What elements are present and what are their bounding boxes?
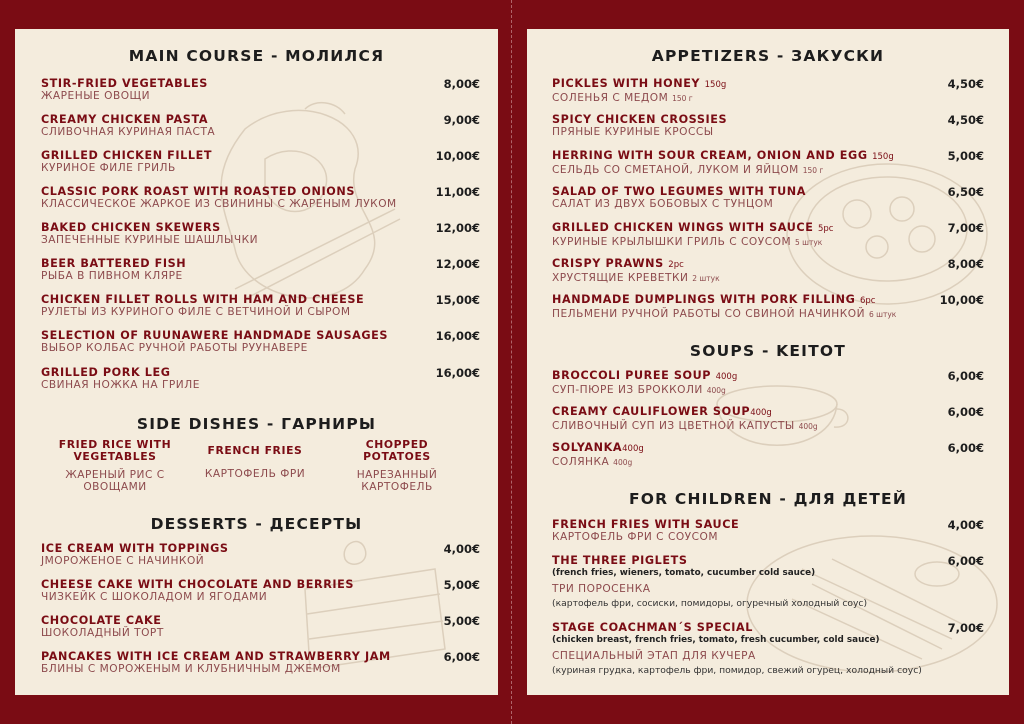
menu-item bbox=[552, 441, 984, 469]
item-name-en bbox=[552, 149, 984, 164]
item-price: 16,00€ bbox=[435, 329, 480, 343]
item-name-ru: СПЕЦИАЛЬНЫЙ ЭТАП ДЛЯ КУЧЕРА bbox=[552, 650, 756, 662]
item-quantity-ru: 400g bbox=[613, 458, 633, 467]
item-description-en: (french fries, wieners, tomato, cucumber cold sauce) bbox=[552, 568, 816, 578]
item-name-ru-text: СЕЛЬДЬ СО СМЕТАНОЙ, ЛУКОМ И ЯЙЦОМ bbox=[552, 164, 799, 176]
item-price: 15,00€ bbox=[435, 293, 480, 307]
desserts-title: DESSERTS - ДЕСЕРТЫ bbox=[150, 515, 363, 533]
item-name-ru: ТРИ ПОРОСЕНКА bbox=[552, 583, 651, 595]
item-quantity-ru: 400g bbox=[798, 422, 818, 431]
item-price: 4,50€ bbox=[947, 113, 984, 127]
side-dish-item bbox=[327, 439, 467, 493]
side-dish-name-en: FRIED RICE WITH VEGETABLES bbox=[58, 438, 172, 463]
item-name-en bbox=[552, 293, 984, 308]
item-name-ru-text: СУП-ПЮРЕ ИЗ БРОККОЛИ bbox=[552, 384, 703, 396]
item-name-en-text: CREAMY CAULIFLOWER SOUP bbox=[552, 405, 751, 418]
item-name-en: THE THREE PIGLETS bbox=[552, 554, 688, 567]
item-name-ru bbox=[552, 236, 984, 249]
item-name-ru: ЧИЗКЕЙК С ШОКОЛАДОМ И ЯГОДАМИ bbox=[41, 591, 268, 603]
item-name-ru-text: ХРУСТЯЩИЕ КРЕВЕТКИ bbox=[552, 272, 689, 284]
item-price: 6,00€ bbox=[947, 441, 984, 455]
item-name-ru: РУЛЕТЫ ИЗ КУРИНОГО ФИЛЕ С ВЕТЧИНОЙ И СЫРОМ bbox=[41, 306, 351, 318]
item-quantity-en: 400g bbox=[715, 372, 738, 382]
item-name-en: STAGE COACHMAN´S SPECIAL bbox=[552, 621, 754, 634]
item-description-ru: (куриная грудка, картофель фри, помидор, свежий огурец, холодный соус) bbox=[552, 665, 922, 676]
side-dish-name-en: FRENCH FRIES bbox=[207, 444, 303, 457]
item-name-en-text: BROCCOLI PUREE SOUP bbox=[552, 369, 712, 382]
item-name-en: SALAD OF TWO LEGUMES WITH TUNA bbox=[552, 185, 807, 198]
item-name-ru bbox=[552, 420, 984, 433]
menu-item bbox=[41, 542, 480, 568]
item-price: 6,00€ bbox=[443, 650, 480, 664]
item-name-en: CHOCOLATE CAKE bbox=[41, 614, 162, 627]
side-dish-name-ru: ЖАРЕНЫЙ РИС С ОВОЩАМИ bbox=[65, 469, 165, 493]
soups-title: SOUPS - KEITOT bbox=[689, 342, 847, 360]
item-price: 12,00€ bbox=[435, 221, 480, 235]
item-name-en: GRILLED CHICKEN FILLET bbox=[41, 149, 213, 162]
item-name-ru bbox=[552, 272, 984, 285]
item-quantity-ru: 2 штук bbox=[692, 274, 720, 283]
item-name-ru: ПРЯНЫЕ КУРИНЫЕ КРОССЫ bbox=[552, 126, 714, 138]
item-quantity-ru: 150 г bbox=[672, 94, 693, 103]
item-quantity-en: 2pc bbox=[668, 260, 684, 270]
item-price: 4,50€ bbox=[947, 77, 984, 91]
item-price: 5,00€ bbox=[443, 578, 480, 592]
item-quantity-en: 6pc bbox=[859, 296, 876, 306]
item-name-ru: ШОКОЛАДНЫЙ ТОРТ bbox=[41, 627, 164, 639]
item-price: 11,00€ bbox=[435, 185, 480, 199]
item-name-en: GRILLED PORK LEG bbox=[41, 366, 171, 379]
item-price: 4,00€ bbox=[947, 518, 984, 532]
side-dish-item bbox=[45, 439, 185, 493]
menu-item bbox=[41, 149, 480, 175]
item-name-en-text: CRISPY PRAWNS bbox=[552, 257, 664, 270]
side-dish-name-en: CHOPPED POTATOES bbox=[363, 438, 431, 463]
item-description-ru: (картофель фри, сосиски, помидоры, огуречный холодный соус) bbox=[552, 598, 868, 609]
item-name-ru: JМОРОЖЕНОЕ С НАЧИНКОЙ bbox=[41, 555, 205, 567]
item-quantity-ru: 6 штук bbox=[868, 310, 897, 319]
item-name-ru: КАРТОФЕЛЬ ФРИ С СОУСОМ bbox=[552, 531, 719, 543]
right-menu-page bbox=[527, 29, 1009, 695]
menu-item bbox=[552, 369, 984, 397]
item-name-ru-text: СОЛЯНКА bbox=[552, 456, 610, 468]
left-menu-page bbox=[15, 29, 498, 695]
item-name-en bbox=[552, 257, 984, 272]
item-name-en-text: GRILLED CHICKEN WINGS WITH SAUCE bbox=[552, 221, 814, 234]
menu-item bbox=[552, 221, 984, 249]
item-price: 9,00€ bbox=[443, 113, 480, 127]
item-price: 4,00€ bbox=[443, 542, 480, 556]
item-quantity-en: 5pc bbox=[817, 224, 834, 234]
page-fold bbox=[511, 0, 512, 724]
item-name-ru: КУРИНОЕ ФИЛЕ ГРИЛЬ bbox=[41, 162, 176, 174]
item-name-en: SELECTION OF RUUNAWERE HANDMADE SAUSAGES bbox=[41, 329, 389, 342]
item-name-ru bbox=[552, 384, 984, 397]
item-name-en: BEER BATTERED FISH bbox=[41, 257, 187, 270]
item-name-en: BAKED CHICKEN SKEWERS bbox=[41, 221, 221, 234]
item-quantity-ru: 400g bbox=[706, 386, 726, 395]
side-dish-name-ru: НАРЕЗАННЫЙ КАРТОФЕЛЬ bbox=[356, 469, 438, 493]
menu-item bbox=[41, 77, 480, 103]
item-name-ru bbox=[552, 164, 984, 177]
item-name-ru bbox=[552, 92, 984, 105]
item-price: 6,00€ bbox=[947, 554, 984, 568]
item-name-ru: САЛАТ ИЗ ДВУХ БОБОВЫХ С ТУНЦОМ bbox=[552, 198, 774, 210]
item-name-ru bbox=[552, 456, 984, 469]
item-price: 8,00€ bbox=[443, 77, 480, 91]
item-name-en: PANCAKES WITH ICE CREAM AND STRAWBERRY JAM bbox=[41, 650, 391, 663]
item-name-en bbox=[552, 405, 984, 420]
item-price: 8,00€ bbox=[947, 257, 984, 271]
item-name-en-text: HANDMADE DUMPLINGS WITH PORK FILLING bbox=[552, 293, 856, 306]
item-price: 6,00€ bbox=[947, 369, 984, 383]
item-price: 16,00€ bbox=[435, 366, 480, 380]
item-price: 10,00€ bbox=[939, 293, 984, 307]
item-name-en: CHICKEN FILLET ROLLS WITH HAM AND CHEESE bbox=[41, 293, 365, 306]
menu-item bbox=[552, 77, 984, 105]
menu-item bbox=[41, 113, 480, 139]
menu-item bbox=[552, 257, 984, 285]
side-dishes-title: SIDE DISHES - ГАРНИРЫ bbox=[136, 415, 377, 433]
children-title: FOR CHILDREN - ДЛЯ ДЕТЕЙ bbox=[628, 490, 907, 508]
item-name-ru bbox=[552, 308, 984, 321]
menu-item bbox=[552, 185, 984, 211]
menu-item bbox=[552, 293, 984, 321]
item-price: 12,00€ bbox=[435, 257, 480, 271]
menu-item bbox=[41, 578, 480, 604]
item-quantity-ru: 5 штук bbox=[794, 238, 823, 247]
item-name-en-text: SOLYANKA bbox=[552, 441, 623, 454]
item-name-en: SPICY CHICKEN CROSSIES bbox=[552, 113, 728, 126]
item-name-en bbox=[552, 441, 984, 456]
item-name-en: CHEESE CAKE WITH CHOCOLATE AND BERRIES bbox=[41, 578, 355, 591]
item-quantity-en: 150g bbox=[704, 80, 727, 90]
item-name-en bbox=[552, 221, 984, 236]
item-price: 6,00€ bbox=[947, 405, 984, 419]
item-name-en: FRENCH FRIES WITH SAUCE bbox=[552, 518, 740, 531]
item-price: 10,00€ bbox=[435, 149, 480, 163]
item-name-ru: СЛИВОЧНАЯ КУРИНАЯ ПАСТА bbox=[41, 126, 216, 138]
item-name-en bbox=[552, 77, 984, 92]
item-name-ru: ЗАПЕЧЕННЫЕ КУРИНЫЕ ШАШЛЫЧКИ bbox=[41, 234, 259, 246]
item-name-ru-text: КУРИНЫЕ КРЫЛЫШКИ ГРИЛЬ С СОУСОМ bbox=[552, 236, 792, 248]
item-price: 7,00€ bbox=[947, 621, 984, 635]
item-price: 5,00€ bbox=[947, 149, 984, 163]
menu-item bbox=[552, 405, 984, 433]
item-name-ru: БЛИНЫ С МОРОЖЕНЫМ И КЛУБНИЧНЫМ ДЖЕМОМ bbox=[41, 663, 341, 675]
item-quantity-en: 150g bbox=[872, 152, 894, 162]
item-name-en: CLASSIC PORK ROAST WITH ROASTED ONIONS bbox=[41, 185, 355, 198]
item-name-ru: СВИНАЯ НОЖКА НА ГРИЛЕ bbox=[41, 379, 200, 391]
item-name-en bbox=[552, 369, 984, 384]
menu-item bbox=[41, 257, 480, 283]
item-quantity-en: 400g bbox=[750, 408, 772, 418]
menu-item bbox=[41, 614, 480, 640]
item-name-ru: ВЫБОР КОЛБАС РУЧНОЙ РАБОТЫ РУУНАВЕРЕ bbox=[41, 342, 308, 354]
item-price: 7,00€ bbox=[947, 221, 984, 235]
item-name-ru: РЫБА В ПИВНОМ КЛЯРЕ bbox=[41, 270, 183, 282]
item-name-en-text: PICKLES WITH HONEY bbox=[552, 77, 701, 90]
item-name-en-text: HERRING WITH SOUR CREAM, ONION AND EGG bbox=[552, 149, 868, 162]
appetizers-title: APPETIZERS - ЗАКУСКИ bbox=[651, 47, 885, 65]
menu-item bbox=[552, 554, 984, 610]
item-name-ru: КЛАССИЧЕСКОЕ ЖАРКОЕ ИЗ СВИНИНЫ С ЖАРЕНЫМ ЛУКОМ bbox=[41, 198, 397, 210]
item-description-en: (chicken breast, french fries, tomato, fresh cucumber, cold sauce) bbox=[552, 635, 880, 645]
side-dish-name-ru: КАРТОФЕЛЬ ФРИ bbox=[204, 468, 306, 480]
item-name-ru-text: СЛИВОЧНЫЙ СУП ИЗ ЦВЕТНОЙ КАПУСТЫ bbox=[552, 420, 795, 432]
item-quantity-ru: 150 г bbox=[802, 166, 824, 175]
menu-item bbox=[552, 518, 984, 544]
menu-item bbox=[41, 221, 480, 247]
menu-item bbox=[41, 329, 480, 355]
item-price: 5,00€ bbox=[443, 614, 480, 628]
item-name-ru: ЖАРЕНЫЕ ОВОЩИ bbox=[41, 90, 151, 102]
side-dish-item bbox=[185, 445, 325, 480]
menu-item bbox=[41, 366, 480, 392]
menu-item bbox=[552, 149, 984, 177]
menu-item bbox=[41, 293, 480, 319]
item-price: 6,50€ bbox=[947, 185, 984, 199]
menu-item bbox=[41, 650, 480, 676]
item-name-ru-text: СОЛЕНЬЯ С МЕДОМ bbox=[552, 92, 669, 104]
main-course-title: MAIN COURSE - МОЛИЛСЯ bbox=[128, 47, 385, 65]
item-name-ru-text: ПЕЛЬМЕНИ РУЧНОЙ РАБОТЫ СО СВИНОЙ НАЧИНКОЙ bbox=[552, 308, 866, 320]
menu-item bbox=[41, 185, 480, 211]
menu-item bbox=[552, 113, 984, 139]
menu-item bbox=[552, 621, 984, 677]
item-quantity-en: 400g bbox=[622, 444, 644, 454]
item-name-en: STIR-FRIED VEGETABLES bbox=[41, 77, 208, 90]
item-name-en: ICE CREAM WITH TOPPINGS bbox=[41, 542, 229, 555]
item-name-en: CREAMY CHICKEN PASTA bbox=[41, 113, 209, 126]
